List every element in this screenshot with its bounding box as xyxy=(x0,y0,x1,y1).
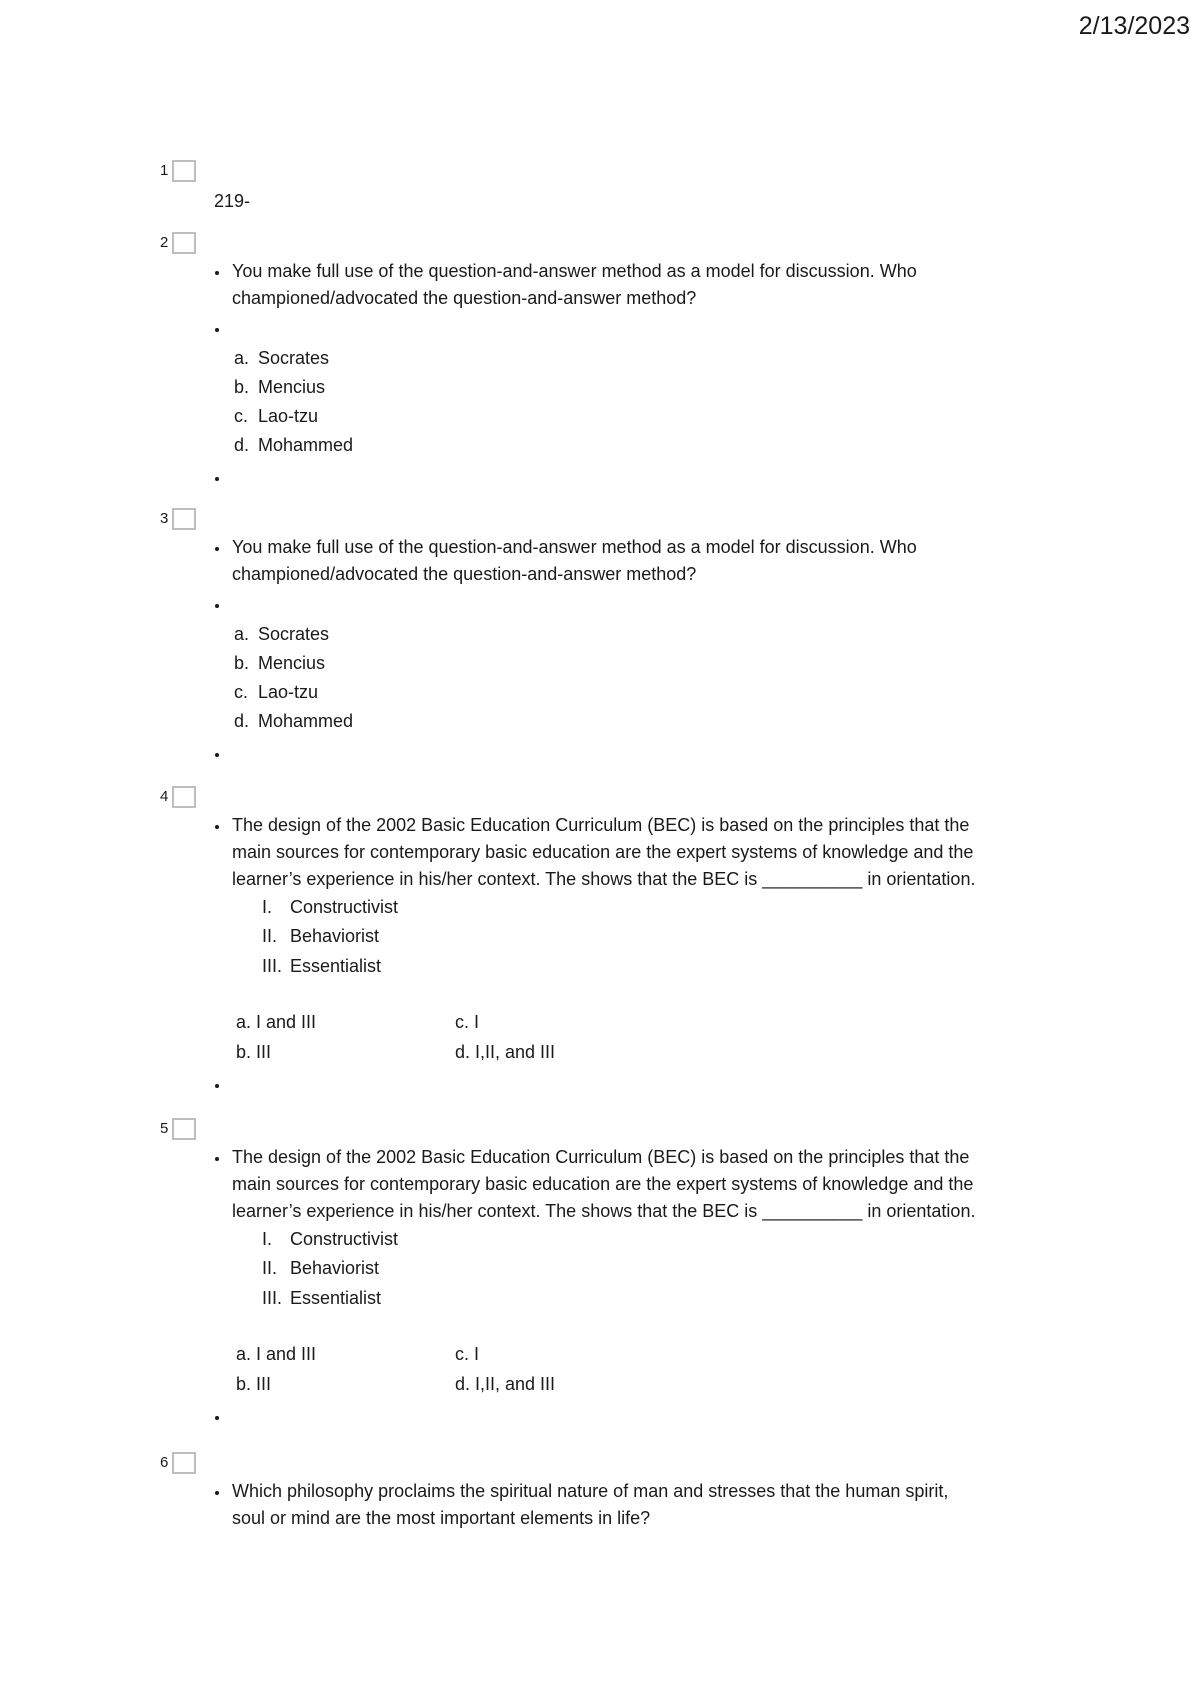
bullet-dot xyxy=(215,604,219,608)
roman-item xyxy=(262,896,398,918)
question-text-line: You make full use of the question-and-answer method as a model for discussion. Who xyxy=(232,261,917,281)
option-label: a. xyxy=(234,624,250,644)
option-item[interactable] xyxy=(234,652,325,674)
option-text: Socrates xyxy=(258,348,330,368)
question-text-line: main sources for contemporary basic education are the expert systems of knowledge and the xyxy=(232,1174,974,1194)
question-number: 4 xyxy=(160,788,169,805)
question-checkbox[interactable] xyxy=(172,1452,196,1474)
bullet-dot xyxy=(215,1491,219,1495)
bullet-dot xyxy=(215,1416,219,1420)
bullet-dot xyxy=(215,1084,219,1088)
option-label: d. xyxy=(234,711,250,731)
bullet-dot xyxy=(215,1157,219,1161)
roman-item xyxy=(262,1257,379,1279)
question-number: 2 xyxy=(160,234,169,251)
question-text-line: championed/advocated the question-and-answer method? xyxy=(232,564,697,584)
option-label: c. xyxy=(234,682,249,702)
question-checkbox[interactable] xyxy=(172,232,196,254)
roman-label: III. xyxy=(262,956,283,976)
bullet-dot xyxy=(215,328,219,332)
option-text: Lao-tzu xyxy=(258,682,319,702)
question-text-line: soul or mind are the most important elements in life? xyxy=(232,1508,651,1528)
roman-text: Constructivist xyxy=(290,1229,399,1249)
question-text: 219- xyxy=(214,191,251,211)
bullet-dot xyxy=(215,825,219,829)
option-item[interactable] xyxy=(234,710,353,732)
option-label: a. xyxy=(234,348,250,368)
question-checkbox[interactable] xyxy=(172,786,196,808)
question-text-line: main sources for contemporary basic education are the expert systems of knowledge and the xyxy=(232,842,974,862)
roman-text: Constructivist xyxy=(290,897,399,917)
roman-label: III. xyxy=(262,1288,283,1308)
bullet-dot xyxy=(215,547,219,551)
option-item[interactable] xyxy=(234,434,353,456)
option-item[interactable] xyxy=(234,347,329,369)
question-text-line: You make full use of the question-and-answer method as a model for discussion. Who xyxy=(232,537,917,557)
bullet-dot xyxy=(215,477,219,481)
roman-text: Essentialist xyxy=(290,1288,382,1308)
option-item[interactable] xyxy=(234,623,329,645)
roman-item xyxy=(262,1228,398,1250)
question-checkbox[interactable] xyxy=(172,508,196,530)
option-item[interactable] xyxy=(234,681,318,703)
answer-choice[interactable]: c. I xyxy=(455,1012,480,1032)
question-text-line: The design of the 2002 Basic Education Curriculum (BEC) is based on the principles that the xyxy=(232,815,970,835)
answer-choice[interactable]: a. I and III xyxy=(236,1012,317,1032)
option-label: b. xyxy=(234,653,250,673)
option-text: Socrates xyxy=(258,624,330,644)
question-text-line: learner’s experience in his/her context. The shows that the BEC is __________ in orientation. xyxy=(232,1201,976,1221)
roman-text: Behaviorist xyxy=(290,926,380,946)
option-label: c. xyxy=(234,406,249,426)
option-label: d. xyxy=(234,435,250,455)
answer-choice[interactable]: b. III xyxy=(236,1042,272,1062)
roman-item xyxy=(262,1287,381,1309)
roman-label: I. xyxy=(262,1229,273,1249)
roman-label: II. xyxy=(262,926,278,946)
option-label: b. xyxy=(234,377,250,397)
question-number: 3 xyxy=(160,510,169,527)
roman-text: Essentialist xyxy=(290,956,382,976)
question-checkbox[interactable] xyxy=(172,160,196,182)
question-checkbox[interactable] xyxy=(172,1118,196,1140)
answer-choice[interactable]: c. I xyxy=(455,1344,480,1364)
option-item[interactable] xyxy=(234,405,318,427)
option-text: Lao-tzu xyxy=(258,406,319,426)
page-date: 2/13/2023 xyxy=(1078,12,1190,40)
roman-item xyxy=(262,955,381,977)
answer-choice[interactable]: d. I,II, and III xyxy=(455,1374,556,1394)
roman-label: I. xyxy=(262,897,273,917)
answer-choice[interactable]: a. I and III xyxy=(236,1344,317,1364)
question-text-line: learner’s experience in his/her context. The shows that the BEC is __________ in orientation. xyxy=(232,869,976,889)
roman-item xyxy=(262,925,379,947)
option-item[interactable] xyxy=(234,376,325,398)
bullet-dot xyxy=(215,753,219,757)
question-number: 6 xyxy=(160,1454,169,1471)
question-text-line: Which philosophy proclaims the spiritual nature of man and stresses that the human spirit, xyxy=(232,1481,949,1501)
roman-text: Behaviorist xyxy=(290,1258,380,1278)
answer-choice[interactable]: d. I,II, and III xyxy=(455,1042,556,1062)
question-text-line: The design of the 2002 Basic Education Curriculum (BEC) is based on the principles that the xyxy=(232,1147,970,1167)
roman-label: II. xyxy=(262,1258,278,1278)
option-text: Mohammed xyxy=(258,711,354,731)
option-text: Mencius xyxy=(258,653,326,673)
option-text: Mohammed xyxy=(258,435,354,455)
option-text: Mencius xyxy=(258,377,326,397)
question-text-line: championed/advocated the question-and-answer method? xyxy=(232,288,697,308)
question-number: 5 xyxy=(160,1120,169,1137)
bullet-dot xyxy=(215,271,219,275)
question-number: 1 xyxy=(160,162,169,179)
answer-choice[interactable]: b. III xyxy=(236,1374,272,1394)
